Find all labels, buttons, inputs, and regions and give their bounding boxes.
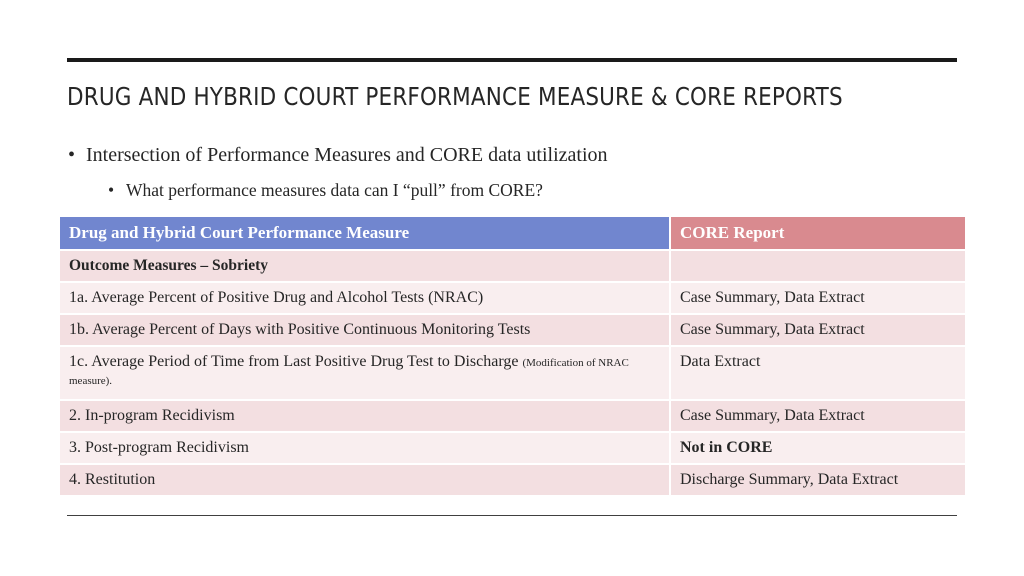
measure-cell: 4. Restitution [59,464,670,496]
bottom-rule [67,515,957,516]
header-core-report: CORE Report [670,216,966,250]
section-empty-cell [670,250,966,282]
report-cell: Case Summary, Data Extract [670,314,966,346]
table-row [59,314,966,346]
report-cell: Case Summary, Data Extract [670,282,966,314]
table-row [59,432,966,464]
measures-table [58,215,967,497]
report-cell: Case Summary, Data Extract [670,400,966,432]
measure-cell: 3. Post-program Recidivism [59,432,670,464]
bullet-level-1 [68,144,608,167]
table-row [59,400,966,432]
bullet-text: Intersection of Performance Measures and CORE data utilization [86,144,608,166]
bullet-text: What performance measures data can I “pull” from CORE? [126,180,543,200]
report-cell: Not in CORE [670,432,966,464]
table-row [59,282,966,314]
report-cell: Discharge Summary, Data Extract [670,464,966,496]
measure-cell: 1a. Average Percent of Positive Drug and Alcohol Tests (NRAC) [59,282,670,314]
bullet-dot-icon: • [108,180,115,200]
measure-text: 1c. Average Period of Time from Last Positive Drug Test to Discharge [69,353,519,370]
slide-title: DRUG AND HYBRID COURT PERFORMANCE MEASURE & CORE REPORTS [67,82,843,111]
measure-cell: 1b. Average Percent of Days with Positive Continuous Monitoring Tests [59,314,670,346]
report-cell: Data Extract [670,346,966,400]
section-label: Outcome Measures – Sobriety [59,250,670,282]
table-row [59,346,966,400]
bullet-dot-icon: • [68,144,76,166]
bullet-level-2 [108,180,543,201]
measure-cell: 2. In-program Recidivism [59,400,670,432]
measure-cell [59,346,670,400]
table-header-row [59,216,966,250]
header-measure: Drug and Hybrid Court Performance Measure [59,216,670,250]
table-row [59,464,966,496]
top-rule [67,58,957,62]
section-row [59,250,966,282]
measure-note: (Modification of NRAC measure). [69,357,629,387]
